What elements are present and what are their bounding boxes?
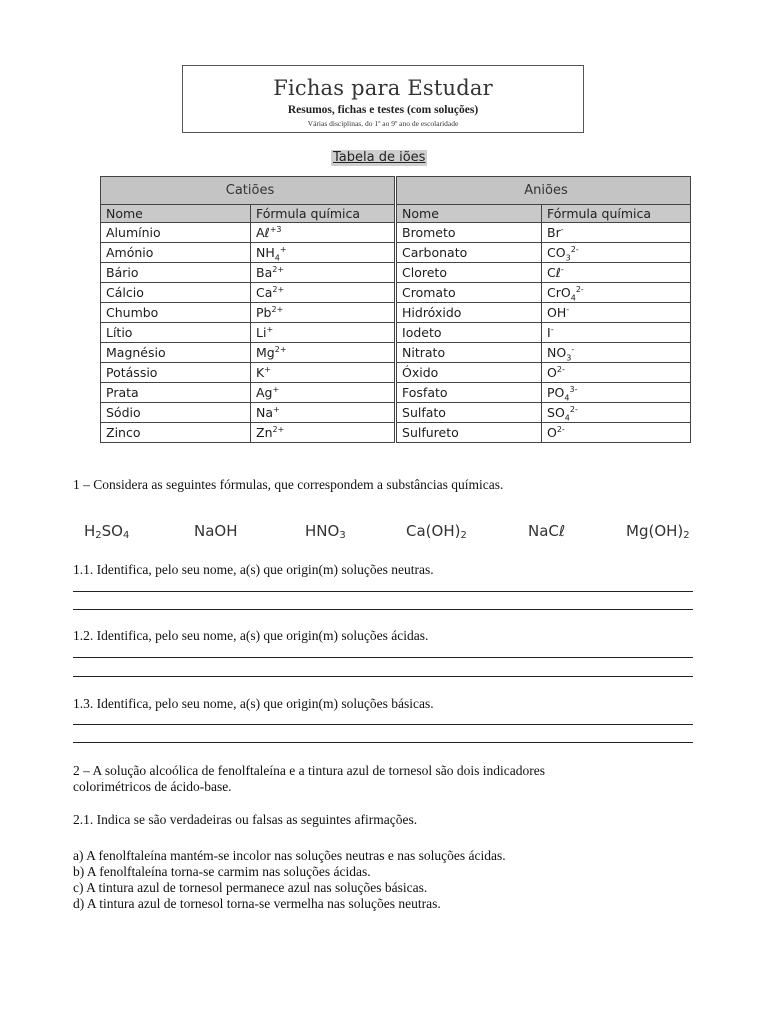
question-2-text-line1: 2 – A solução alcoólica de fenolftaleína e a tintura azul de tornesol são dois indicadores bbox=[73, 763, 545, 778]
ion-row bbox=[101, 423, 691, 443]
cation-name: Bário bbox=[101, 263, 251, 283]
anion-name: Sulfureto bbox=[396, 423, 542, 443]
cation-name-header: Nome bbox=[101, 205, 251, 223]
cation-formula: $Ba^{2+}$ bbox=[251, 263, 396, 283]
ion-row bbox=[101, 263, 691, 283]
cation-formula: Na+ bbox=[251, 403, 396, 423]
answer-line[interactable] bbox=[73, 657, 693, 658]
cation-formula-header: Fórmula química bbox=[251, 205, 396, 223]
cation-formula: K+ bbox=[251, 363, 396, 383]
question-1-2-text: 1.2. Identifica, pelo seu nome, a(s) que origin(m) soluções ácidas. bbox=[73, 628, 429, 643]
ion-row bbox=[101, 303, 691, 323]
chemical-formula: NaOH bbox=[194, 522, 238, 540]
anion-name: Sulfato bbox=[396, 403, 542, 423]
anion-formula-header: Fórmula química bbox=[542, 205, 691, 223]
anion-formula: $CO_3^{2-}$ bbox=[542, 243, 691, 263]
anion-formula: OH- bbox=[542, 303, 691, 323]
statement-d: d) A tintura azul de tornesol torna-se vermelha nas soluções neutras. bbox=[73, 896, 441, 911]
cation-formula: $Pb^{2+}$ bbox=[251, 303, 396, 323]
anion-formula: Cℓ- bbox=[542, 263, 691, 283]
cation-formula: Aℓ$^{+3}$ bbox=[251, 223, 396, 243]
anion-name: Hidróxido bbox=[396, 303, 542, 323]
chemical-formula: NaCℓ bbox=[528, 522, 566, 540]
cation-name: Prata bbox=[101, 383, 251, 403]
ion-row bbox=[101, 403, 691, 423]
question-1-text: 1 – Considera as seguintes fórmulas, que correspondem a substâncias químicas. bbox=[73, 477, 504, 492]
header-box bbox=[182, 65, 584, 133]
anion-name-header: Nome bbox=[396, 205, 542, 223]
anion-name: Carbonato bbox=[396, 243, 542, 263]
header-title: Fichas para Estudar bbox=[273, 76, 493, 100]
answer-line[interactable] bbox=[73, 676, 693, 677]
anion-formula: $O^{2-}$ bbox=[542, 363, 691, 383]
header-small-text: Várias disciplinas, do 1º ao 9º ano de escolaridade bbox=[307, 119, 459, 128]
ion-row bbox=[101, 323, 691, 343]
question-1-1-text: 1.1. Identifica, pelo seu nome, a(s) que origin(m) soluções neutras. bbox=[73, 562, 434, 577]
anion-name: Cloreto bbox=[396, 263, 542, 283]
cation-name: Potássio bbox=[101, 363, 251, 383]
cation-name: Chumbo bbox=[101, 303, 251, 323]
anion-formula: I- bbox=[542, 323, 691, 343]
anion-name: Óxido bbox=[396, 363, 542, 383]
cation-name: Magnésio bbox=[101, 343, 251, 363]
anion-name: Cromato bbox=[396, 283, 542, 303]
chemical-formula: H2SO4 bbox=[84, 522, 130, 541]
cation-formula: Li+ bbox=[251, 323, 396, 343]
statement-c: c) A tintura azul de tornesol permanece azul nas soluções básicas. bbox=[73, 880, 428, 895]
cation-name: Amónio bbox=[101, 243, 251, 263]
answer-line[interactable] bbox=[73, 724, 693, 725]
question-2-1-text: 2.1. Indica se são verdadeiras ou falsas as seguintes afirmações. bbox=[73, 812, 418, 827]
ion-table-body bbox=[101, 223, 691, 443]
cations-header: Catiões bbox=[101, 177, 396, 205]
ion-row bbox=[101, 363, 691, 383]
question-2-text-line2: colorimétricos de ácido-base. bbox=[73, 779, 232, 794]
cation-name: Zinco bbox=[101, 423, 251, 443]
ion-row bbox=[101, 283, 691, 303]
anion-formula: CrO$_4^{2-}$ bbox=[542, 283, 691, 303]
ion-row bbox=[101, 343, 691, 363]
cation-name: Sódio bbox=[101, 403, 251, 423]
anion-formula: $PO_4^{3-}$ bbox=[542, 383, 691, 403]
anion-name: Brometo bbox=[396, 223, 542, 243]
statement-a: a) A fenolftaleína mantém-se incolor nas soluções neutras e nas soluções ácidas. bbox=[73, 848, 506, 863]
statement-b: b) A fenolftaleína torna-se carmim nas soluções ácidas. bbox=[73, 864, 371, 879]
chemical-formula: Ca(OH)2 bbox=[406, 522, 467, 541]
cation-formula: $Ca^{2+}$ bbox=[251, 283, 396, 303]
anion-formula: Br- bbox=[542, 223, 691, 243]
chemical-formula: HNO3 bbox=[305, 522, 346, 541]
cation-formula: Ag+ bbox=[251, 383, 396, 403]
anion-name: Fosfato bbox=[396, 383, 542, 403]
ion-row bbox=[101, 243, 691, 263]
cation-name: Lítio bbox=[101, 323, 251, 343]
anion-name: Nitrato bbox=[396, 343, 542, 363]
anion-formula: $SO_4^{2-}$ bbox=[542, 403, 691, 423]
cation-formula: $Zn^{2+}$ bbox=[251, 423, 396, 443]
answer-line[interactable] bbox=[73, 742, 693, 743]
ion-table bbox=[100, 176, 691, 443]
answer-line[interactable] bbox=[73, 591, 693, 592]
ion-row bbox=[101, 223, 691, 243]
anion-formula: $O^{2-}$ bbox=[542, 423, 691, 443]
cation-formula: $NH_4^+$ bbox=[251, 243, 396, 263]
question-1-3-text: 1.3. Identifica, pelo seu nome, a(s) que origin(m) soluções básicas. bbox=[73, 696, 434, 711]
cation-name: Alumínio bbox=[101, 223, 251, 243]
anion-name: Iodeto bbox=[396, 323, 542, 343]
ion-table-title: Tabela de iões bbox=[333, 150, 426, 165]
header-subtitle: Resumos, fichas e testes (com soluções) bbox=[287, 104, 479, 116]
answer-line[interactable] bbox=[73, 609, 693, 610]
anion-formula: $NO_3^-$ bbox=[542, 343, 691, 363]
cation-name: Cálcio bbox=[101, 283, 251, 303]
cation-formula: $Mg^{2+}$ bbox=[251, 343, 396, 363]
ion-row bbox=[101, 383, 691, 403]
chemical-formula: Mg(OH)2 bbox=[626, 522, 690, 541]
anions-header: Aniões bbox=[396, 177, 691, 205]
